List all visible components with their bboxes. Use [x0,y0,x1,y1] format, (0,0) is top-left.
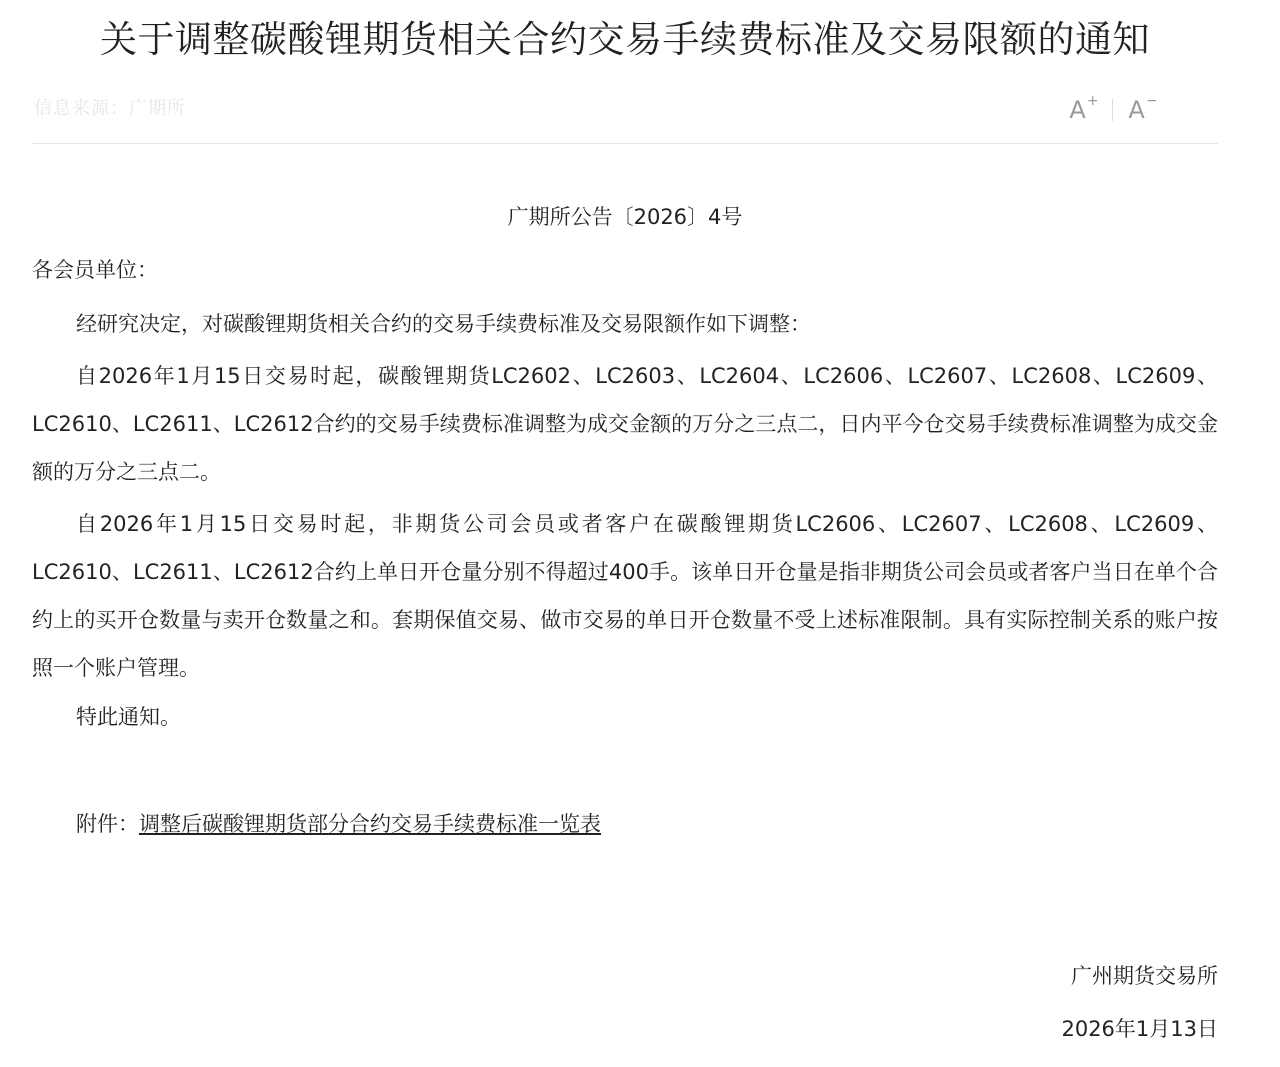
issuer-signature: 广州期货交易所 [1071,964,1218,988]
paragraph-fee-adjustment: 自2026年1月15日交易时起，碳酸锂期货LC2602、LC2603、LC2604、LC2606、LC2607、LC2608、LC2609、LC2610、LC2611、LC2612合约的交易手续费标准调整为成交金额的万分之三点二，日内平今仓交易手续费标准调整为成交金额的万分之三点二。 [32,364,1218,484]
paragraph-closing: 特此通知。 [76,705,181,729]
attachment-link[interactable]: 调整后碳酸锂期货部分合约交易手续费标准一览表 [139,812,601,836]
paragraph-decision: 经研究决定，对碳酸锂期货相关合约的交易手续费标准及交易限额作如下调整： [76,312,811,336]
plus-icon: + [1086,93,1099,109]
issue-date: 2026年1月13日 [1061,1017,1218,1041]
attachment-label: 附件： [76,812,139,836]
paragraph-position-limit: 自2026年1月15日交易时起，非期货公司会员或者客户在碳酸锂期货LC2606、LC2607、LC2608、LC2609、LC2610、LC2611、LC2612合约上单日开仓量分别不得超过400手。该单日开仓量是指非期货公司会员或者客户当日在单个合约上的买开仓数量与卖开仓数量之和。套期保值交易、做市交易的单日开仓数量不受上述标准限制。具有实际控制关系的账户按照一个账户管理。 [32,512,1218,680]
article-source: 信息来源：广期所 [34,98,186,119]
document-number: 广期所公告〔2026〕4号 [507,205,743,229]
font-controls-separator [1112,99,1113,121]
font-increase-button[interactable] [1066,93,1102,124]
article-title: 关于调整碳酸锂期货相关合约交易手续费标准及交易限额的通知 [100,18,1150,61]
minus-icon: − [1145,93,1158,109]
attachment-line [76,800,601,848]
header-divider [32,143,1218,144]
font-decrease-icon: A [1128,96,1145,124]
salutation: 各会员单位： [32,258,158,282]
font-size-controls [1066,92,1161,128]
font-decrease-button[interactable] [1125,93,1161,124]
font-increase-icon: A [1069,96,1086,124]
